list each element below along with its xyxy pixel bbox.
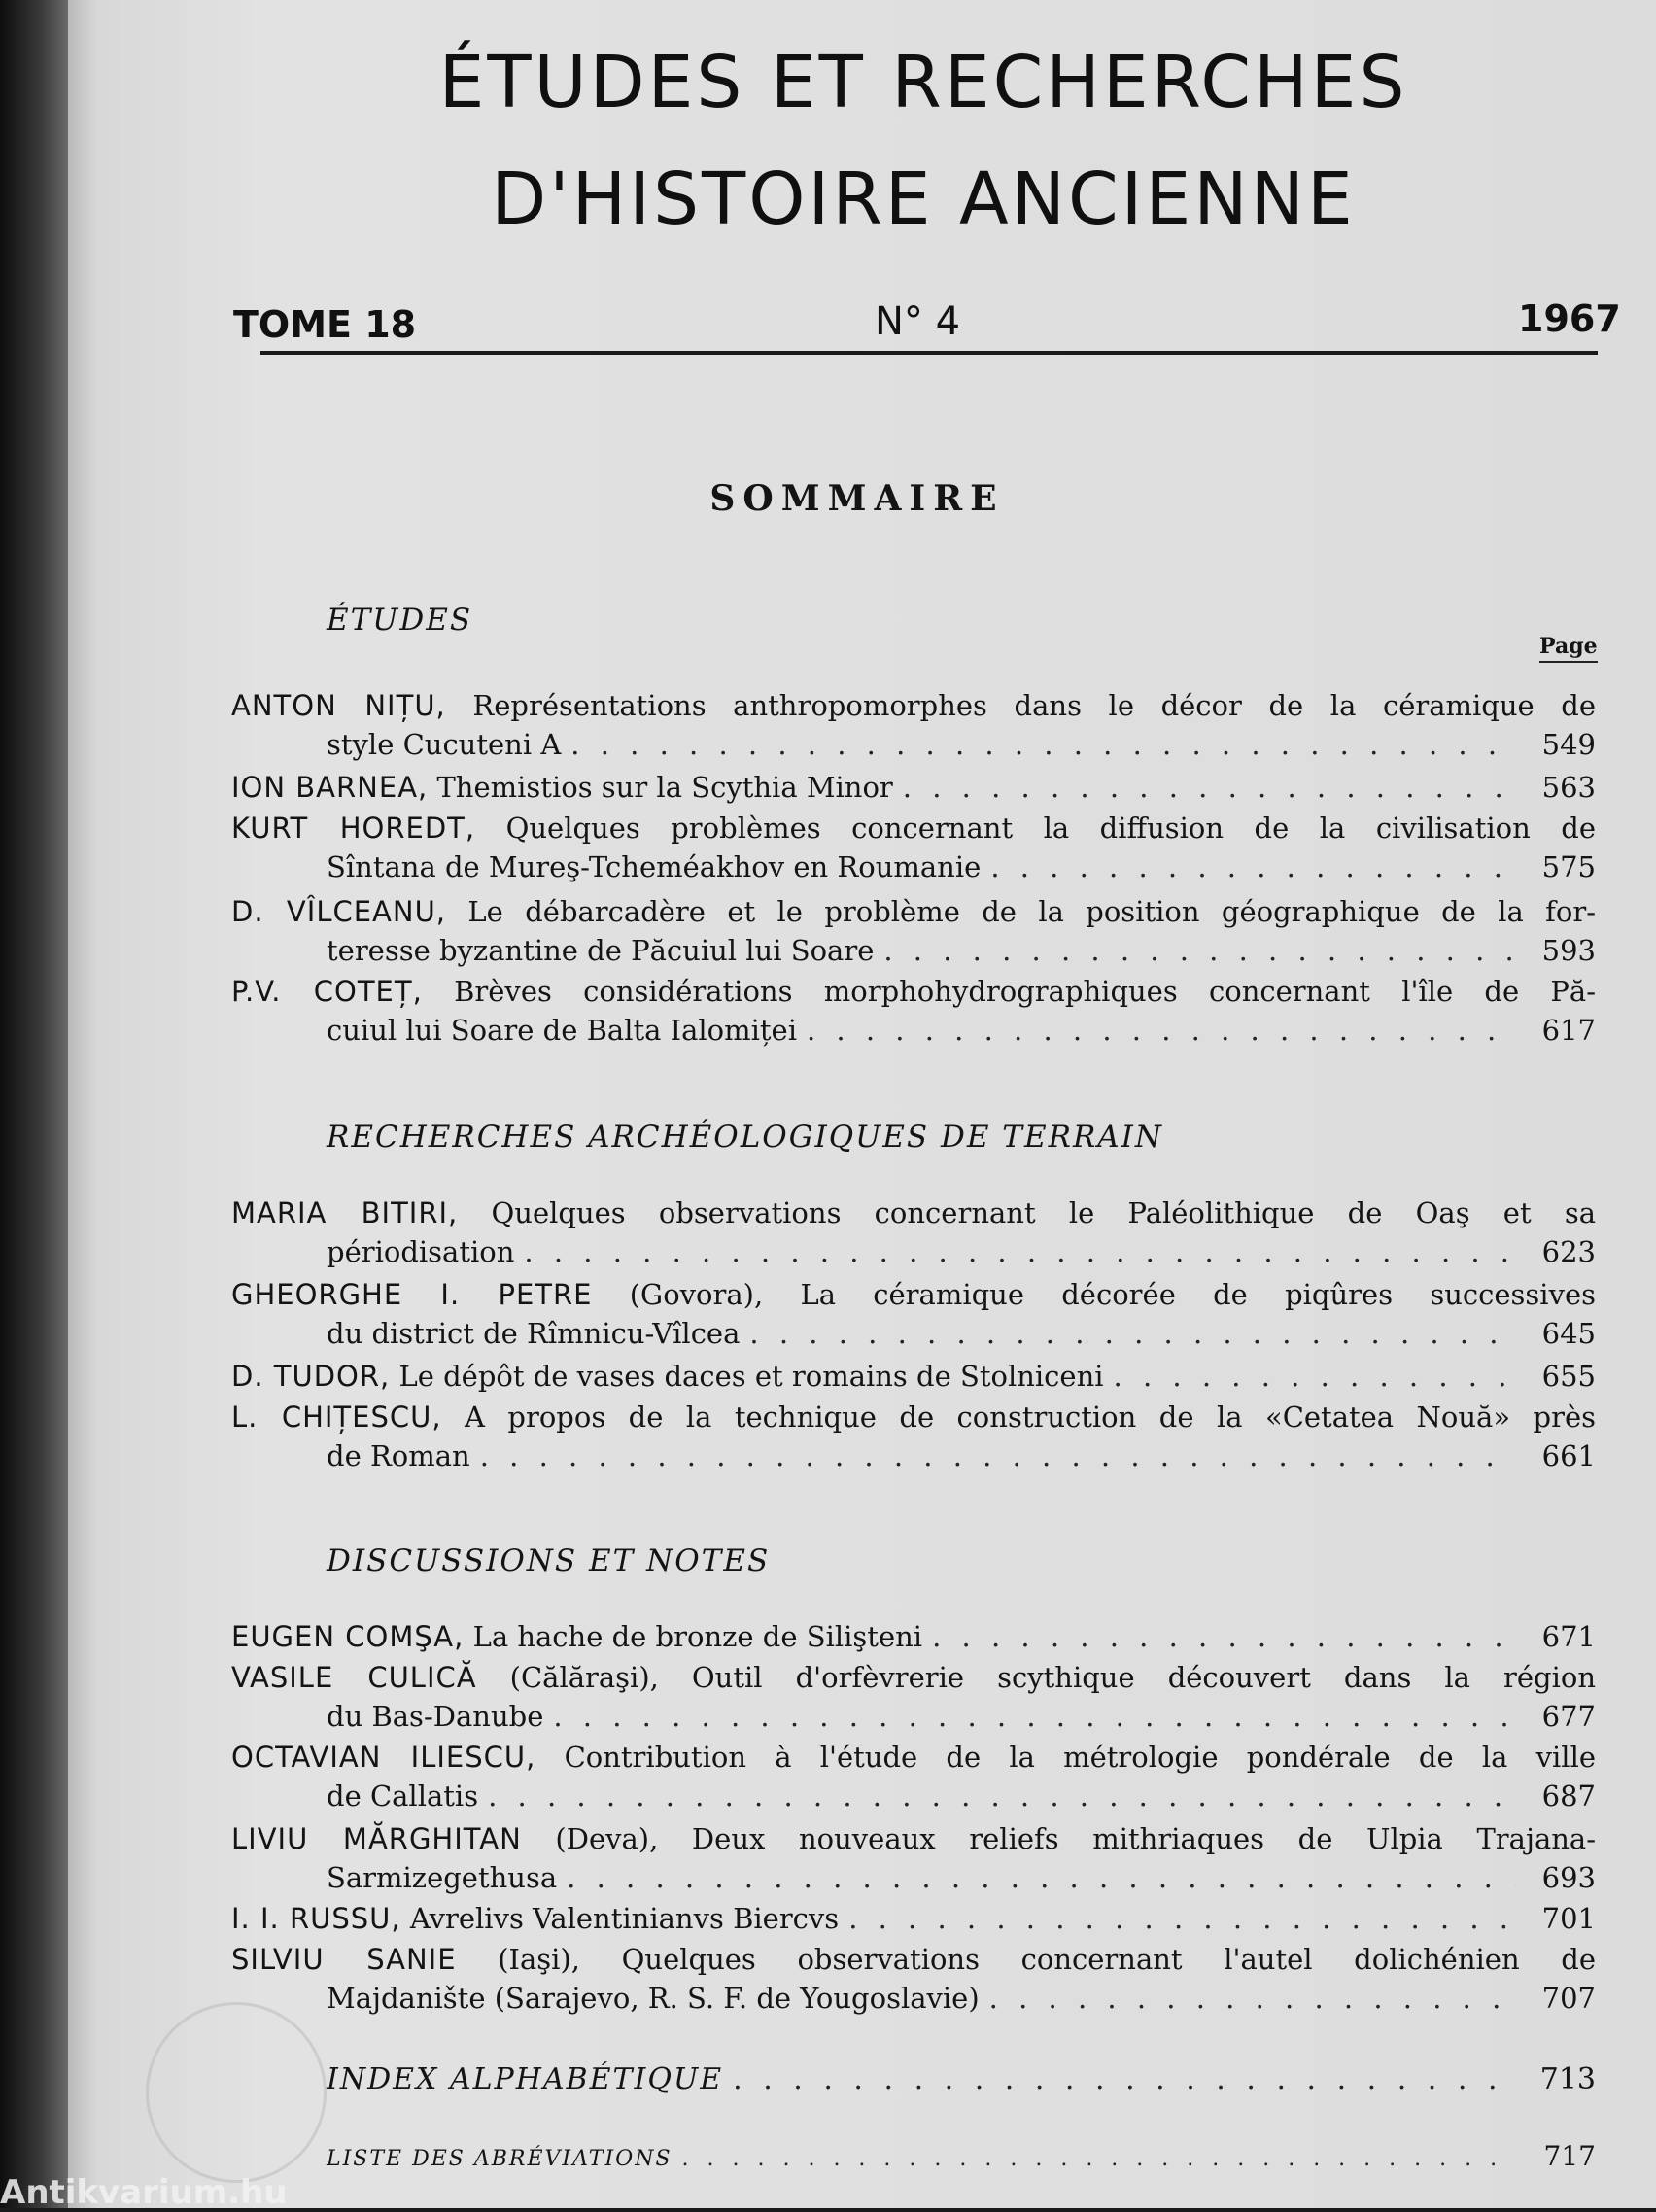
book-spine-shadow: [0, 0, 68, 2208]
entry-author: OCTAVIAN ILIESCU,: [231, 1741, 536, 1774]
sommaire-heading: SOMMAIRE: [709, 478, 1005, 519]
library-stamp-circle: [146, 2002, 327, 2183]
entry-title-line1: Quelques observations concernant le Paléolithique de Oaş et sa: [491, 1196, 1597, 1229]
toc-entry: [231, 809, 1596, 886]
entry-title-line1: (Iaşi), Quelques observations concernant l'autel dolichénien de: [498, 1943, 1597, 1976]
leader-dots: [567, 1858, 1516, 1897]
entry-page: 593: [1541, 934, 1596, 967]
entry-author: L. CHIȚESCU,: [231, 1400, 442, 1434]
abbreviations-label: LISTE DES ABRÉVIATIONS: [327, 2147, 673, 2171]
leader-dots: [932, 1617, 1516, 1656]
entry-title-line1: (Deva), Deux nouveaux reliefs mithriaques de Ulpia Trajana-: [555, 1822, 1596, 1855]
entry-page: 687: [1541, 1780, 1596, 1813]
entry-author: ANTON NIȚU,: [231, 689, 446, 722]
entry-page: 617: [1541, 1014, 1596, 1047]
entry-title-line1: Themistios sur la Scythia Minor: [436, 771, 893, 804]
leader-dots: [733, 2062, 1516, 2096]
entry-author: LIVIU MĂRGHITAN: [231, 1822, 522, 1855]
entry-title-line2: de Roman: [327, 1439, 470, 1472]
entry-page: 701: [1541, 1902, 1596, 1935]
toc-entry: [231, 1658, 1596, 1736]
toc-entry: [231, 972, 1596, 1050]
entry-title-line1: Brèves considérations morphohydrographiques concernant l'île de Pă-: [454, 975, 1597, 1008]
entry-author: P.V. COTEȚ,: [231, 975, 423, 1008]
entry-title-line1: A propos de la technique de construction de la «Cetatea Nouă» près: [465, 1400, 1597, 1434]
entry-author: EUGEN COMŞA,: [231, 1620, 465, 1653]
leader-dots: [682, 2147, 1516, 2171]
entry-page: 645: [1541, 1317, 1596, 1350]
entry-author: GHEORGHE I. PETRE: [231, 1278, 593, 1311]
entry-author: I. I. RUSSU,: [231, 1902, 401, 1935]
entry-page: 623: [1541, 1235, 1596, 1268]
entry-page: 575: [1541, 850, 1596, 883]
entry-author: D. VÎLCEANU,: [231, 895, 447, 928]
toc-entry: [231, 768, 1596, 807]
entry-author: MARIA BITIRI,: [231, 1196, 459, 1229]
toc-entry: [231, 1899, 1596, 1938]
toc-entry: [231, 892, 1596, 970]
entry-title-line1: Le débarcadère et le problème de la position géographique de la for-: [467, 895, 1597, 928]
index-label: INDEX ALPHABÉTIQUE: [327, 2062, 724, 2096]
leader-dots: [553, 1697, 1516, 1736]
leader-dots: [1114, 1357, 1516, 1396]
leader-dots: [488, 1777, 1516, 1815]
entry-title-line2: teresse byzantine de Păcuiul lui Soare: [327, 934, 875, 967]
entry-title-line2: du Bas-Danube: [327, 1700, 544, 1733]
entry-title-line1: (Călăraşi), Outil d'orfèvrerie scythique découvert dans la région: [509, 1661, 1596, 1694]
entry-author: VASILE CULICĂ: [231, 1661, 477, 1694]
leader-dots: [749, 1314, 1516, 1353]
toc-entry: [231, 1738, 1596, 1815]
leader-dots: [990, 847, 1516, 886]
abbreviations-page: 717: [1543, 2140, 1596, 2172]
toc-entry: [231, 686, 1596, 764]
entry-title-line1: Le dépôt de vases daces et romains de Stolniceni: [398, 1360, 1104, 1393]
entry-author: KURT HOREDT,: [231, 812, 476, 845]
toc-entry: [231, 1940, 1596, 2018]
entry-title-line1: La hache de bronze de Silişteni: [472, 1620, 923, 1653]
entry-title-line2: Majdanište (Sarajevo, R. S. F. de Yougoslavie): [327, 1982, 980, 2015]
entry-author: ION BARNEA,: [231, 771, 429, 804]
entry-title-line2: Sarmizegethusa: [327, 1861, 558, 1894]
entry-title-line1: Quelques problèmes concernant la diffusion de la civilisation de: [505, 812, 1596, 845]
entry-page: 707: [1541, 1982, 1596, 2015]
entry-title-line2: de Callatis: [327, 1780, 479, 1813]
entry-page: 693: [1541, 1861, 1596, 1894]
index-entry: [327, 2062, 1596, 2096]
leader-dots: [524, 1232, 1516, 1271]
leader-dots: [480, 1436, 1516, 1475]
abbreviations-entry: [327, 2140, 1596, 2172]
entry-author: SILVIU SANIE: [231, 1943, 457, 1976]
entry-page: 677: [1541, 1700, 1596, 1733]
entry-title-line1: Représentations anthropomorphes dans le décor de la céramique de: [472, 689, 1597, 722]
section-title-etudes: ÉTUDES: [327, 603, 473, 638]
entry-title-line1: Contribution à l'étude de la métrologie pondérale de la ville: [564, 1741, 1597, 1774]
entry-page: 671: [1541, 1620, 1596, 1653]
leader-dots: [883, 931, 1516, 970]
entry-page: 549: [1541, 728, 1596, 761]
toc-entry: [231, 1617, 1596, 1656]
tome-label: TOME 18: [233, 303, 417, 346]
issue-number: N° 4: [875, 299, 961, 344]
entry-title-line1: Avrelivs Valentinianvs Biercvs: [409, 1902, 840, 1935]
entry-title-line1: (Govora), La céramique décorée de piqûres successives: [629, 1278, 1597, 1311]
entry-author: D. TUDOR,: [231, 1360, 391, 1393]
journal-title-line2: D'HISTOIRE ANCIENNE: [491, 157, 1356, 241]
entry-page: 563: [1541, 771, 1596, 804]
toc-entry: [231, 1193, 1596, 1271]
leader-dots: [903, 768, 1516, 807]
toc-entry: [231, 1357, 1596, 1396]
section-title-recherches: RECHERCHES ARCHÉOLOGIQUES DE TERRAIN: [327, 1120, 1164, 1155]
toc-entry: [231, 1398, 1596, 1475]
toc-entry: [231, 1819, 1596, 1897]
leader-dots: [848, 1899, 1516, 1938]
page-column-label: Page: [1539, 634, 1598, 663]
header-rule: [260, 351, 1598, 355]
toc-entry: [231, 1275, 1596, 1353]
entry-title-line2: Sîntana de Mureş-Tcheméakhov en Roumanie: [327, 850, 982, 883]
section-title-discussions: DISCUSSIONS ET NOTES: [327, 1543, 771, 1578]
entry-title-line2: cuiul lui Soare de Balta Ialomiței: [327, 1014, 797, 1047]
entry-page: 655: [1541, 1360, 1596, 1393]
leader-dots: [989, 1979, 1516, 2018]
index-page: 713: [1539, 2062, 1596, 2096]
leader-dots: [807, 1011, 1516, 1050]
leader-dots: [570, 725, 1516, 764]
journal-title-line1: ÉTUDES ET RECHERCHES: [438, 41, 1408, 124]
year-label: 1967: [1518, 297, 1621, 340]
entry-title-line2: périodisation: [327, 1235, 515, 1268]
entry-page: 661: [1541, 1439, 1596, 1472]
entry-title-line2: style Cucuteni A: [327, 728, 562, 761]
watermark-text: Antikvarium.hu: [0, 2173, 288, 2212]
entry-title-line2: du district de Rîmnicu-Vîlcea: [327, 1317, 741, 1350]
